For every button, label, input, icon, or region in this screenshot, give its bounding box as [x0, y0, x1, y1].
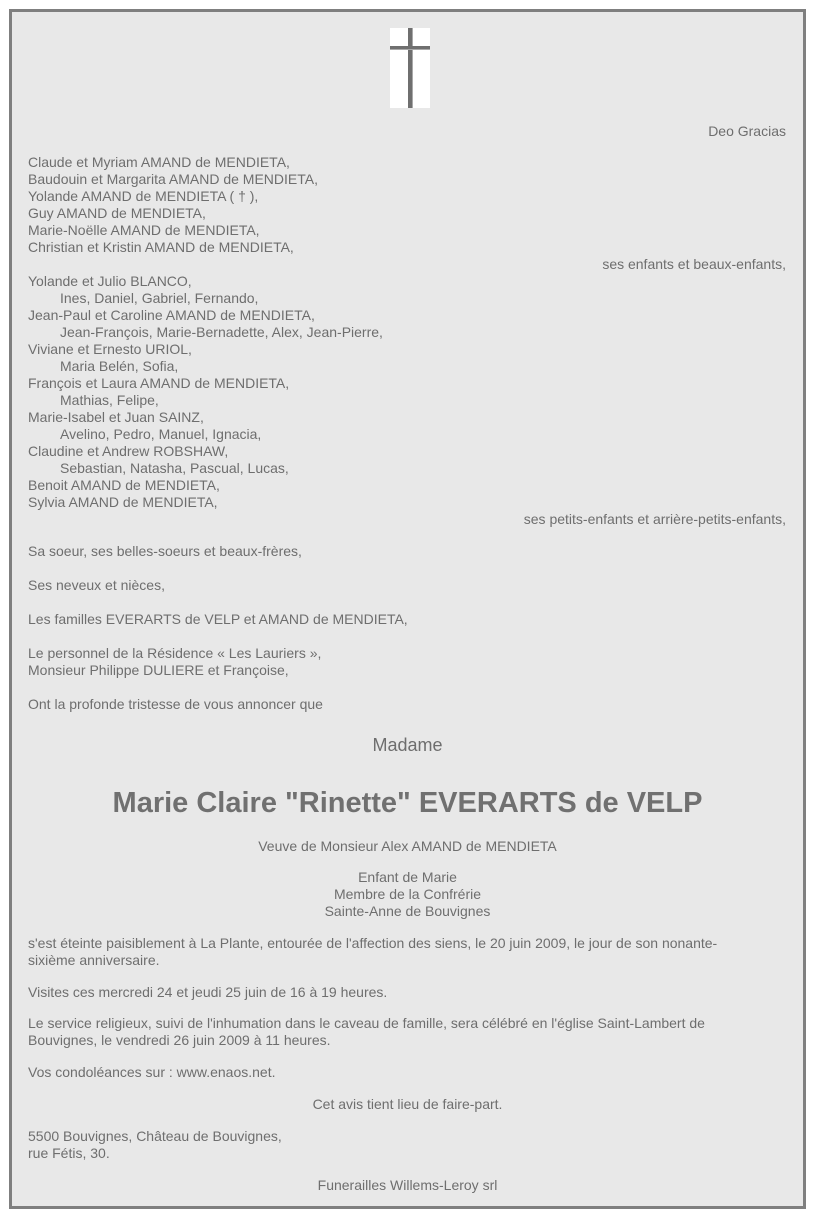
visits-line: Visites ces mercredi 24 et jeudi 25 juin de 16 à 19 heures.: [28, 984, 388, 1000]
honorific: Madame: [372, 735, 443, 755]
grandchildren-line: Avelino, Pedro, Manuel, Ignacia,: [60, 426, 262, 442]
service-paragraph: Le service religieux, suivi de l'inhumation dans le caveau de famille, sera célébré en l'église Saint-Lambert de Bouvignes, le vendredi 26 juin 2009 à 11 heures.: [28, 1015, 705, 1048]
grandchildren-line: Jean-Paul et Caroline AMAND de MENDIETA,: [28, 307, 315, 323]
role-line: Membre de la Confrérie: [333, 886, 482, 902]
role-line: Enfant de Marie: [358, 869, 457, 885]
cross-icon: [390, 28, 430, 108]
grandchildren-line: Sylvia AMAND de MENDIETA,: [28, 494, 218, 510]
deceased-name: Marie Claire "Rinette" EVERARTS de VELP: [112, 787, 703, 819]
grandchildren-label: ses petits-enfants et arrière-petits-enfants,: [523, 511, 786, 527]
grandchildren-line: Maria Belén, Sofia,: [60, 358, 179, 374]
deo-gracias: Deo Gracias: [708, 123, 786, 139]
notice-line: Cet avis tient lieu de faire-part.: [312, 1096, 503, 1112]
death-notice: [9, 9, 806, 1209]
role-line: Sainte-Anne de Bouvignes: [324, 903, 491, 919]
children-line: Guy AMAND de MENDIETA,: [28, 205, 206, 221]
children-line: Claude et Myriam AMAND de MENDIETA,: [28, 154, 290, 170]
condolences-line: Vos condoléances sur : www.enaos.net.: [28, 1064, 276, 1080]
grandchildren-line: Sebastian, Natasha, Pascual, Lucas,: [60, 460, 289, 476]
grandchildren-line: Yolande et Julio BLANCO,: [28, 273, 192, 289]
grandchildren-line: Ines, Daniel, Gabriel, Fernando,: [60, 290, 259, 306]
children-line: Christian et Kristin AMAND de MENDIETA,: [28, 239, 294, 255]
children-line: Marie-Noëlle AMAND de MENDIETA,: [28, 222, 260, 238]
grandchildren-line: François et Laura AMAND de MENDIETA,: [28, 375, 290, 391]
families-line: Les familles EVERARTS de VELP et AMAND de MENDIETA,: [28, 611, 408, 627]
funeral-home: Funerailles Willems-Leroy srl: [317, 1177, 498, 1193]
death-paragraph: s'est éteinte paisiblement à La Plante, entourée de l'affection des siens, le 20 juin 2009, le jour de son nonante-sixième anniversaire.: [28, 935, 718, 968]
children-line: Baudouin et Margarita AMAND de MENDIETA,: [28, 171, 318, 187]
address-line: rue Fétis, 30.: [28, 1145, 110, 1161]
grandchildren-line: Marie-Isabel et Juan SAINZ,: [28, 409, 204, 425]
announce-line: Ont la profonde tristesse de vous annoncer que: [28, 696, 323, 712]
grandchildren-line: Jean-François, Marie-Bernadette, Alex, Jean-Pierre,: [60, 324, 383, 340]
children-line: Yolande AMAND de MENDIETA ( † ),: [28, 188, 259, 204]
grandchildren-line: Viviane et Ernesto URIOL,: [28, 341, 192, 357]
nephews-line: Ses neveux et nièces,: [28, 577, 165, 593]
address-line: 5500 Bouvignes, Château de Bouvignes,: [28, 1128, 282, 1144]
sisters-line: Sa soeur, ses belles-soeurs et beaux-frères,: [28, 543, 302, 559]
staff-line: Le personnel de la Résidence « Les Lauriers »,: [28, 645, 322, 661]
grandchildren-line: Mathias, Felipe,: [60, 392, 159, 408]
staff-line: Monsieur Philippe DULIERE et Françoise,: [28, 662, 289, 678]
grandchildren-line: Benoit AMAND de MENDIETA,: [28, 477, 220, 493]
widow-of: Veuve de Monsieur Alex AMAND de MENDIETA: [258, 838, 557, 854]
children-label: ses enfants et beaux-enfants,: [602, 256, 786, 272]
grandchildren-line: Claudine et Andrew ROBSHAW,: [28, 443, 229, 459]
